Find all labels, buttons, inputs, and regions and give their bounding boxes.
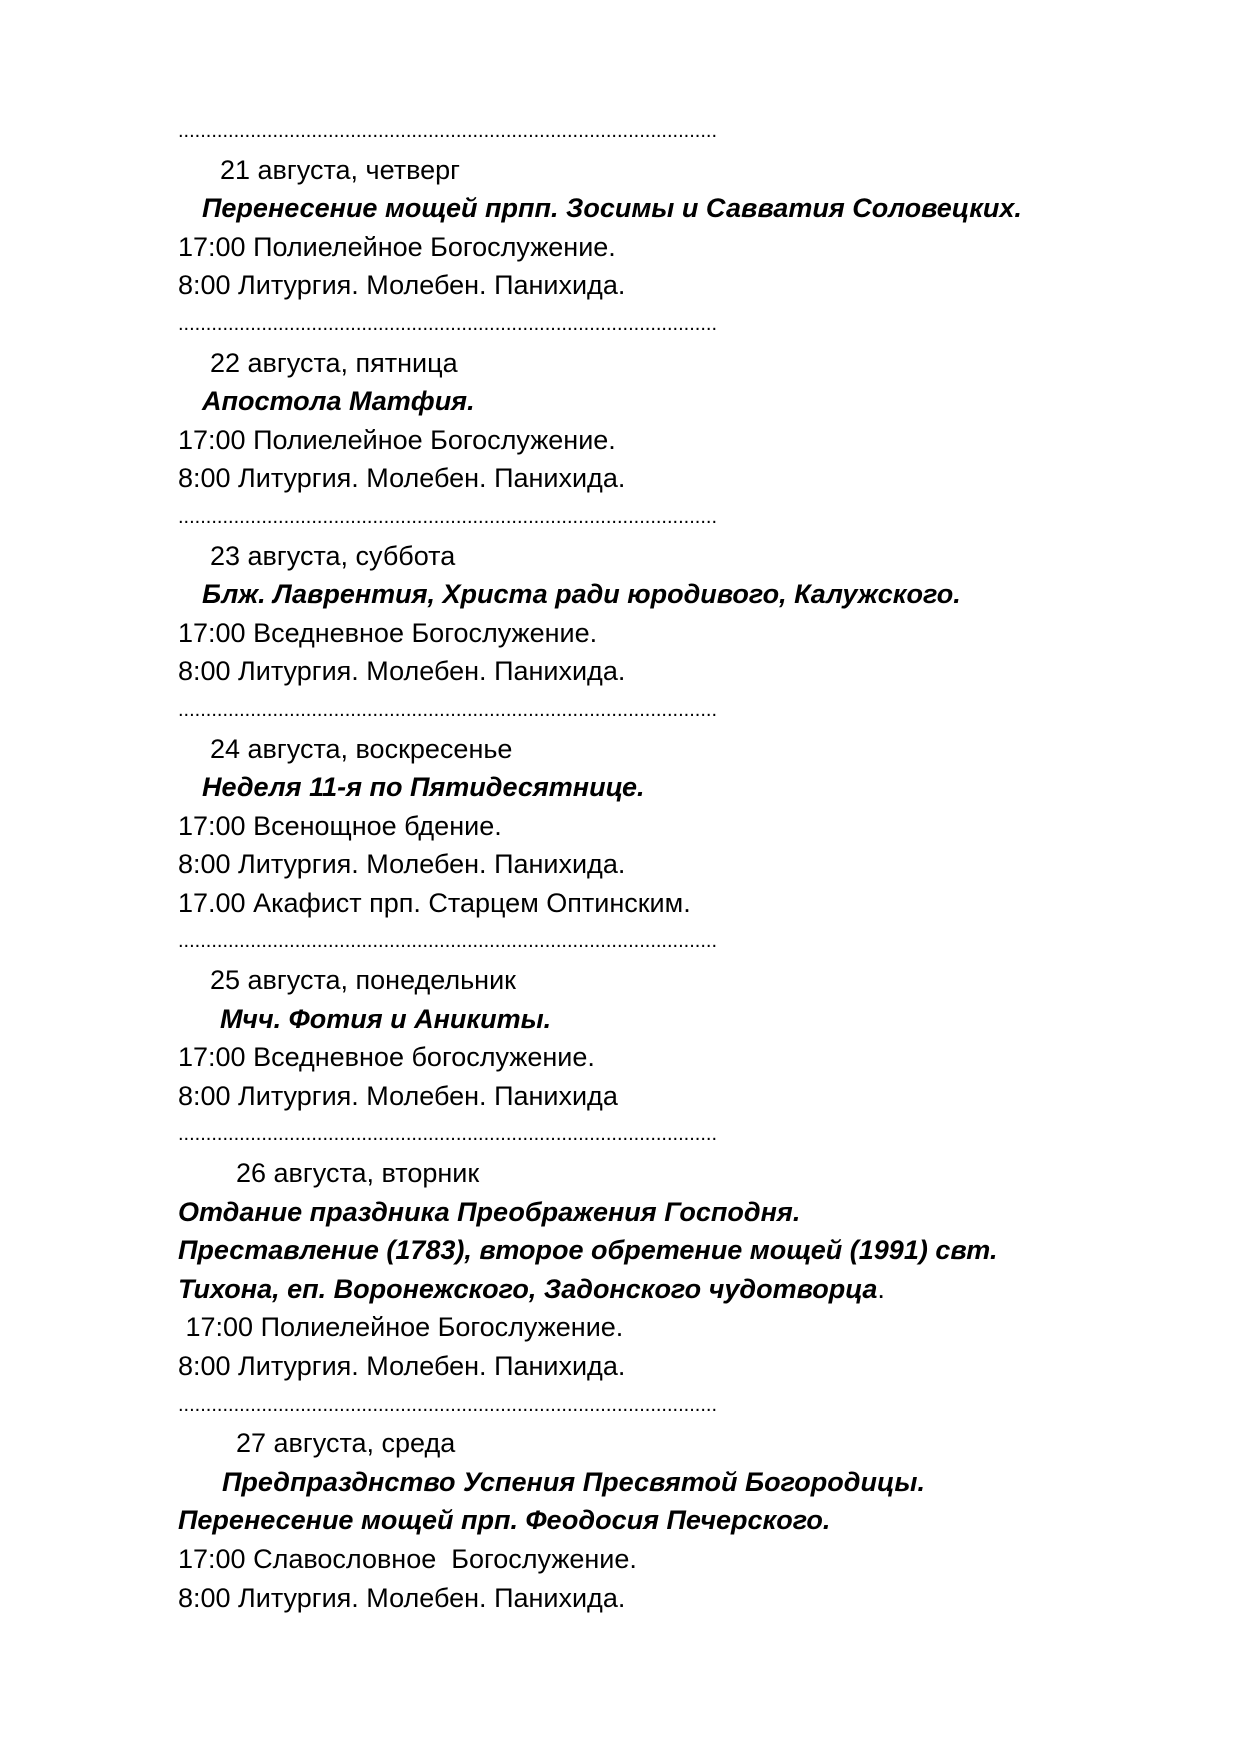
service-line: 17:00 Полиелейное Богослужение.	[178, 1312, 624, 1343]
schedule-page	[178, 112, 1138, 1617]
day-block	[178, 537, 1138, 691]
feast-title: Апостола Матфия.	[202, 386, 475, 417]
feast-title: Отдание праздника Преображения Господня.	[178, 1196, 801, 1227]
service-line: 8:00 Литургия. Молебен. Панихида.	[178, 270, 626, 301]
day-date: 22 августа, пятница	[210, 347, 458, 378]
service-line: 17:00 Полиелейное Богослужение.	[178, 424, 616, 455]
day-date: 26 августа, вторник	[236, 1158, 480, 1189]
service-line: 8:00 Литургия. Молебен. Панихида.	[178, 1351, 626, 1381]
separator-line: .................................................................................................	[178, 698, 717, 721]
service-line: 17:00 Всенощное бдение.	[178, 810, 502, 841]
service-line: 17:00 Вседневное богослужение.	[178, 1042, 595, 1073]
service-line: 17.00 Акафист прп. Старцем Оптинским.	[178, 887, 691, 918]
feast-title	[178, 1270, 1138, 1309]
feast-title: Мчч. Фотия и Аникиты.	[220, 1003, 552, 1034]
feast-title-tail: .	[877, 1273, 885, 1304]
day-date: 27 августа, среда	[236, 1428, 456, 1459]
separator-line: .................................................................................................	[178, 505, 717, 528]
feast-title: Перенесение мощей прпп. Зосимы и Савватия Соловецких.	[202, 193, 1022, 224]
separator-line: .................................................................................................	[178, 930, 717, 953]
feast-title: Перенесение мощей прп. Феодосия Печерского.	[178, 1505, 831, 1536]
service-line: 17:00 Славословное Богослужение.	[178, 1543, 637, 1574]
day-date: 24 августа, воскресенье	[210, 733, 513, 764]
day-block	[178, 344, 1138, 498]
day-block	[178, 151, 1138, 305]
day-date: 23 августа, суббота	[210, 540, 456, 571]
feast-title: Неделя 11-я по Пятидесятнице.	[202, 772, 645, 803]
separator-line: .................................................................................................	[178, 1393, 717, 1416]
day-block	[178, 1154, 1138, 1386]
separator-line: .................................................................................................	[178, 120, 717, 142]
day-block	[178, 1424, 1138, 1617]
service-line: 8:00 Литургия. Молебен. Панихида.	[178, 1582, 626, 1613]
feast-title: Предпразднство Успения Пресвятой Богородицы.	[222, 1466, 925, 1497]
day-date: 25 августа, понедельник	[210, 965, 516, 996]
day-block	[178, 961, 1138, 1115]
feast-title: Блж. Лаврентия, Христа ради юродивого, Калужского.	[202, 579, 961, 610]
service-line: 8:00 Литургия. Молебен. Панихида.	[178, 656, 626, 687]
day-block	[178, 730, 1138, 923]
day-date: 21 августа, четверг	[220, 154, 460, 185]
separator-line: .................................................................................................	[178, 1123, 717, 1146]
feast-title: Преставление (1783), второе обретение мощей (1991) свт.	[178, 1235, 998, 1266]
service-line: 8:00 Литургия. Молебен. Панихида.	[178, 463, 626, 494]
service-line: 17:00 Вседневное Богослужение.	[178, 617, 598, 648]
feast-title-text: Тихона, еп. Воронежского, Задонского чудотворца	[178, 1273, 878, 1304]
service-line: 17:00 Полиелейное Богослужение.	[178, 231, 616, 262]
service-line: 8:00 Литургия. Молебен. Панихида.	[178, 849, 626, 880]
service-line: 8:00 Литургия. Молебен. Панихида	[178, 1080, 618, 1111]
separator-line: .................................................................................................	[178, 312, 717, 335]
